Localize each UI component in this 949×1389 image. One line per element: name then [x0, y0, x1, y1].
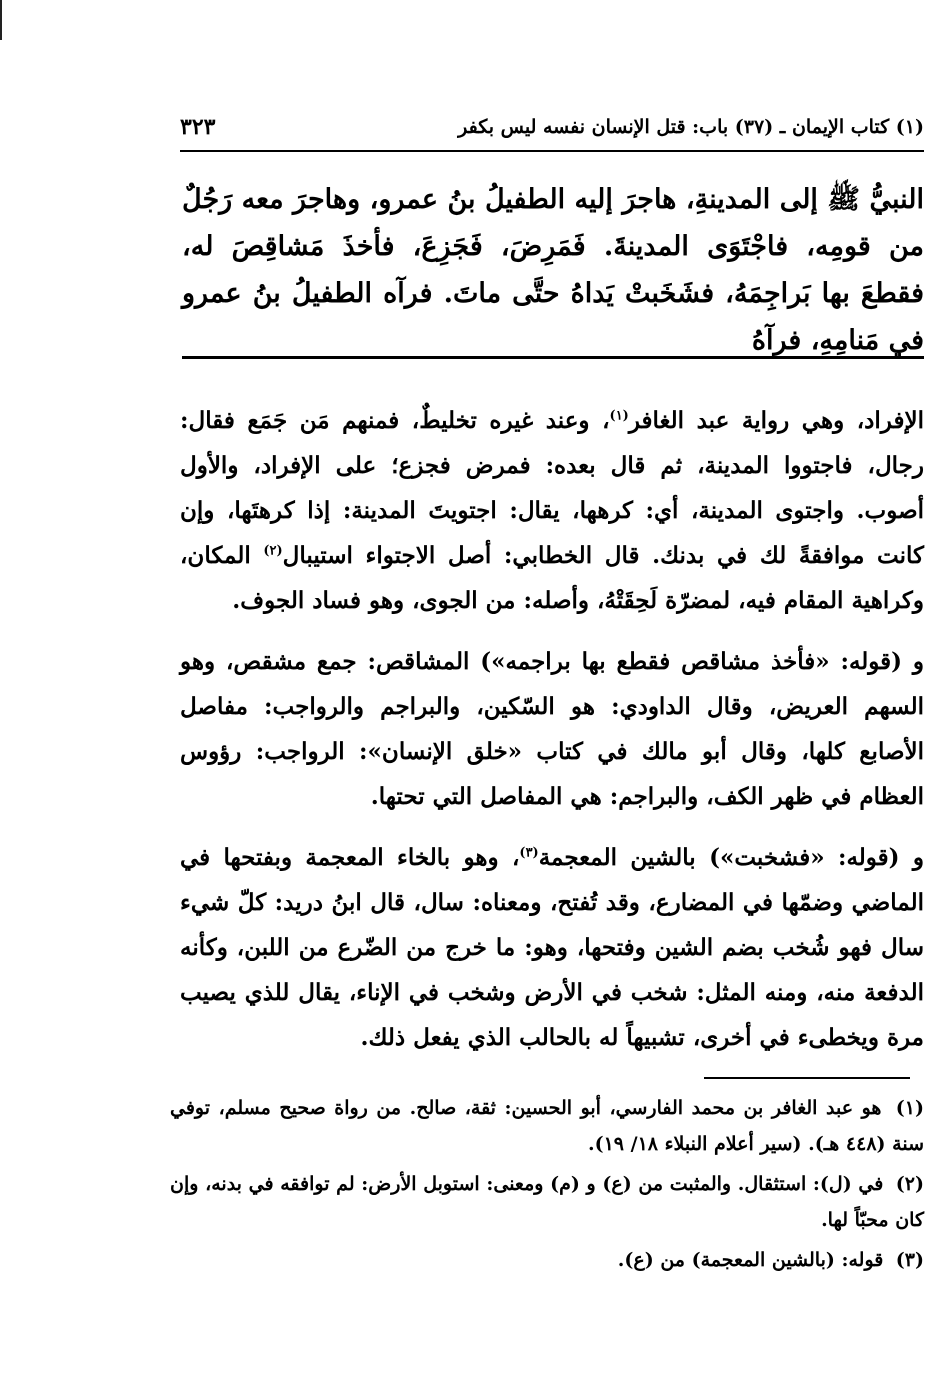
main-hadith-text: النبيُّ ﷺ إلى المدينةِ، هاجرَ إليه الطفيلُ بنُ عمرو، وهاجرَ معه رَجُلٌ من قومِه، فاجْتَوَى المدينةَ. فَمَرِضَ، فَجَزِعَ، فأخذَ مَشاقِصَ له، فقطعَ بها بَراجِمَهُ، فشَخَبتْ يَداهُ حتَّى ماتَ. فرآه الطفيلُ بنُ عمرو في مَنامِهِ، فرآهُ — [182, 184, 924, 356]
footnote-1 — [170, 1090, 924, 1162]
commentary-paragraph-3 — [180, 835, 924, 1060]
footnote-number: (٣) — [895, 1249, 924, 1271]
commentary-text: ، وهو بالخاء المعجمة وبفتحها في الماضي وضمّها في المضارع، وقد تُفتح، ومعناه: سال، قال ابنُ دريد: كلّ شيء سال فهو شُخب بضم الشين وفتحها، وهو: ما خرج من الضّرع من اللبن، وكأنه الدفعة منه، ومنه المثل: شخب في الأرض وشخب في الإناء، يقال للذي يصيب مرة ويخطىء في أخرى، تشبيهاً له بالحالب الذي يفعل ذلك. — [180, 844, 924, 1051]
footnote-text: قوله: (بالشين المعجمة) من (ع). — [617, 1249, 884, 1271]
footnote-ref-3: (٣) — [519, 845, 539, 861]
commentary — [180, 398, 924, 1076]
page-number: ٣٢٣ — [180, 114, 216, 140]
footnote-2 — [170, 1166, 924, 1238]
footnote-ref-1: (١) — [609, 408, 629, 424]
footnotes — [170, 1090, 924, 1282]
commentary-text: ، وعند غيره تخليطٌ، فمنهم مَن جَمَع فقال: رجال، فاجتووا المدينة، ثم قال بعده: فمرض فجزع؛ على الإفراد، والأول أصوب. واجتوى المدينة، أي: كرهها، يقال: اجتويتَ المدينة: إذا كرهتَها، وإن كانت موافقةً لك في بدنك. قال الخطابي: أصل الاجتواء استيبال — [180, 407, 924, 569]
footnote-number: (١) — [895, 1097, 924, 1119]
header-rule — [180, 150, 924, 152]
main-text-rule — [182, 356, 924, 359]
commentary-paragraph-2: و (قوله: «فأخذ مشاقص فقطع بها براجمه») المشاقص: جمع مشقص، وهو السهم العريض، وقال الداودي: هو السّكين، والبراجم والرواجب: مفاصل الأصابع كلها، وقال أبو مالك في كتاب «خلق الإنسان»: الرواجب: رؤوس العظام في ظهر الكف، والبراجم: هي المفاصل التي تحتها. — [180, 648, 924, 810]
footnote-text: في (ل): استثقال. والمثبت من (ع) و (م) ومعنى: استوبل الأرض: لم توافقه في بدنه، وإن كان محبّاً لها. — [170, 1173, 924, 1231]
commentary-paragraph-1 — [180, 398, 924, 623]
footnote-ref-2: (٢) — [263, 543, 283, 559]
page-edge-mark — [0, 0, 2, 40]
footnote-rule — [704, 1077, 910, 1079]
running-title: (١) كتاب الإيمان ـ (٣٧) باب: قتل الإنسان نفسه ليس بكفر — [458, 116, 924, 138]
footnote-3 — [170, 1242, 924, 1278]
page-header — [180, 112, 924, 148]
footnote-text: هو عبد الغافر بن محمد الفارسي، أبو الحسين: ثقة، صالح. من رواة صحيح مسلم، توفي سنة (٤٤٨ هـ). (سير أعلام النبلاء ١٨/ ١٩). — [170, 1097, 924, 1155]
commentary-text: و (قوله: «فشخبت») بالشين المعجمة — [538, 844, 925, 871]
commentary-text: الإفراد، وهي رواية عبد الغافر — [628, 407, 924, 434]
commentary-text: المكان، وكراهية المقام فيه، لمضرّة لَحِقَتْهُ، وأصله: من الجوى، وهو فساد الجوف. — [180, 542, 924, 614]
footnote-number: (٢) — [895, 1173, 924, 1195]
